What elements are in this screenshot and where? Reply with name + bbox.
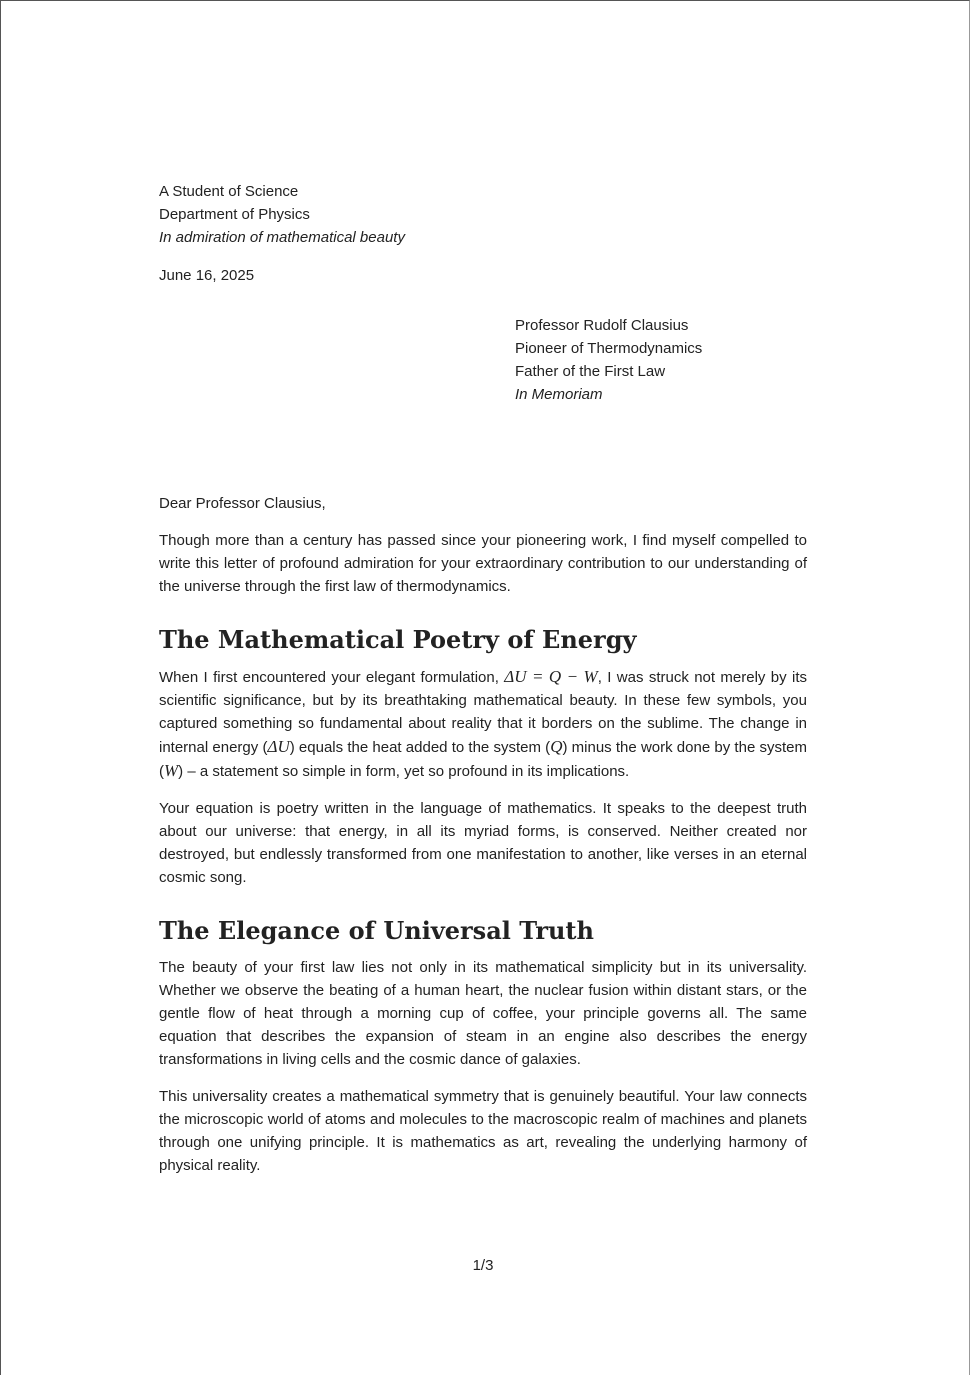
section-2-paragraph-2: This universality creates a mathematical symmetry that is genuinely beautiful. Your law connects the microscopic world of atoms and molecules to the macroscopic realm of machines and planets through one unifying principle. It is mathematics as art, revealing the underlying harmony of physical reality. bbox=[159, 1088, 807, 1174]
page-number: 1/3 bbox=[472, 1257, 494, 1274]
text-run: When I first encountered your elegant formulation, bbox=[159, 669, 505, 686]
text-run: ) – a statement so simple in form, yet so profound in its implications. bbox=[178, 763, 630, 780]
letter-body bbox=[159, 180, 807, 1177]
recipient-title-2: Father of the First Law bbox=[515, 363, 666, 380]
salutation: Dear Professor Clausius, bbox=[159, 495, 326, 512]
symbol-delta-u: ΔU bbox=[267, 737, 290, 756]
section-2-paragraph-1: The beauty of your first law lies not only in its mathematical simplicity but in its universality. Whether we observe the beating of a human heart, the nuclear fusion within distant stars, or the gentle flow of heat through a morning cup of coffee, your principle governs all. The same equation that describes the expansion of steam in an engine also describes the energy transformations in living cells and the cosmic dance of galaxies. bbox=[159, 959, 807, 1068]
sender-department: Department of Physics bbox=[159, 206, 310, 223]
section-1-paragraph-1 bbox=[159, 665, 807, 783]
section-heading-1: The Mathematical Poetry of Energy bbox=[159, 625, 637, 654]
recipient-block bbox=[515, 314, 807, 406]
intro-paragraph: Though more than a century has passed since your pioneering work, I find myself compelled to write this letter of profound admiration for your extraordinary contribution to our understanding of the universe through the first law of thermodynamics. bbox=[159, 532, 807, 595]
first-law-equation: ΔU = Q − W bbox=[504, 667, 598, 686]
symbol-w: W bbox=[164, 761, 179, 780]
sender-block bbox=[159, 180, 807, 249]
recipient-title-1: Pioneer of Thermodynamics bbox=[515, 340, 703, 357]
symbol-q: Q bbox=[550, 737, 563, 756]
sender-note: In admiration of mathematical beauty bbox=[159, 229, 405, 246]
recipient-name: Professor Rudolf Clausius bbox=[515, 317, 689, 334]
text-run: , I was struck not merely by its scientific significance, but by its breathtaking mathematical beauty. In these few symbols, you captured something so fundamental about reality that it borders on the sublime. The change in internal energy ( bbox=[159, 669, 808, 756]
text-run: ) equals the heat added to the system ( bbox=[289, 739, 551, 756]
sender-name: A Student of Science bbox=[159, 183, 299, 200]
text-run: ) minus the work done by the system ( bbox=[159, 739, 807, 780]
letter-date: June 16, 2025 bbox=[159, 267, 255, 284]
section-heading-2: The Elegance of Universal Truth bbox=[159, 916, 594, 945]
recipient-note: In Memoriam bbox=[515, 386, 603, 403]
section-1-paragraph-2: Your equation is poetry written in the language of mathematics. It speaks to the deepest truth about our universe: that energy, in all its myriad forms, is conserved. Neither created nor destroyed, but endlessly transformed from one manifestation to another, like verses in an eternal cosmic song. bbox=[159, 800, 807, 886]
